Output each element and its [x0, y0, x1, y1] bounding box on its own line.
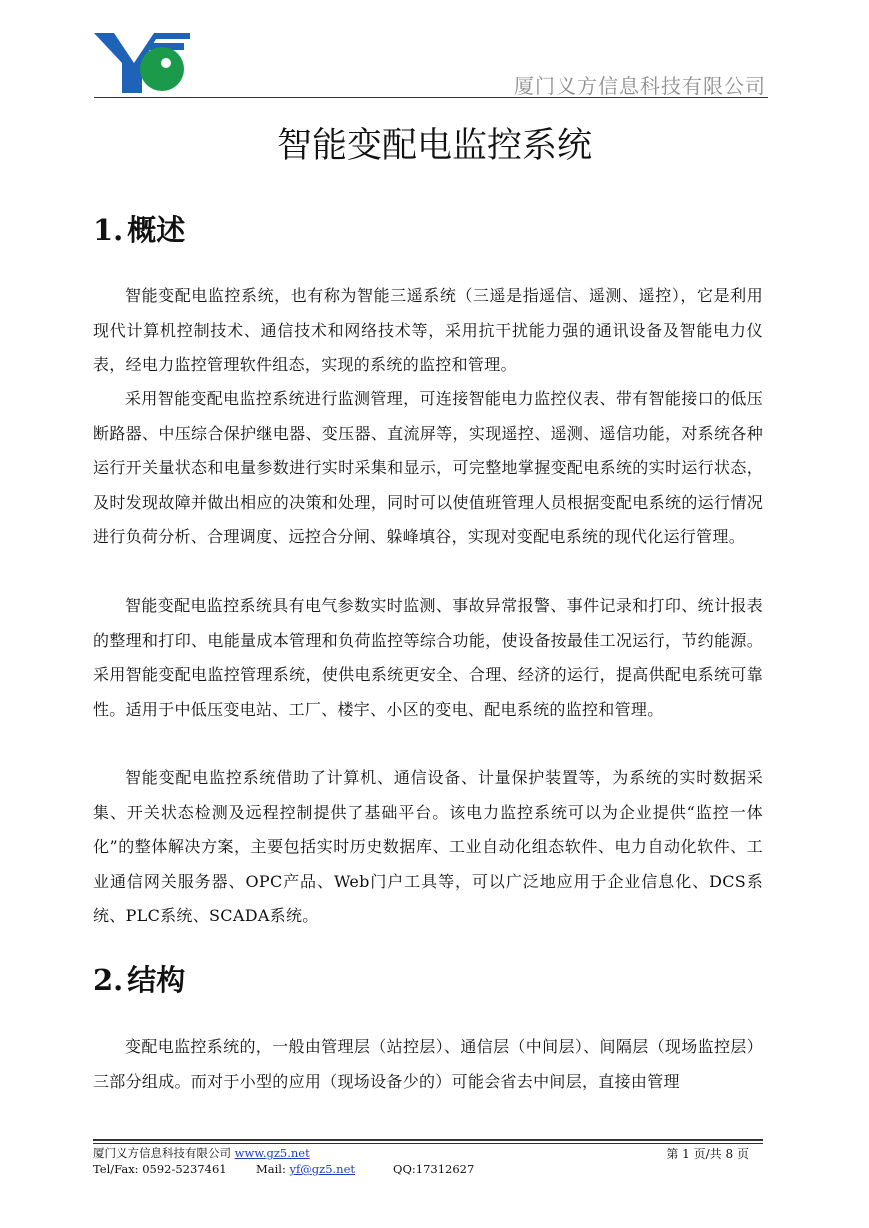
page-prefix: 第	[666, 1147, 679, 1161]
section-2-number: 2.	[93, 963, 124, 997]
section-1-title: 概述	[127, 213, 186, 247]
page-total: 8	[725, 1147, 734, 1161]
footer-mail-link[interactable]: yf@gz5.net	[289, 1162, 356, 1176]
page-mid: 页/共	[693, 1147, 722, 1161]
section-1-paragraph-1: 智能变配电监控系统，也有称为智能三遥系统（三遥是指遥信、遥测、遥控），它是利用现代计算机控制技术、通信技术和网络技术等，采用抗干扰能力强的通讯设备及智能电力仪表，经电力监控管理软件组态，实现的系统的监控和管理。	[93, 286, 763, 375]
footer-divider-thick	[93, 1139, 763, 1141]
section-1-paragraph-2: 采用智能变配电监控系统进行监测管理，可连接智能电力监控仪表、带有智能接口的低压断路器、中压综合保护继电器、变压器、直流屏等，实现遥控、遥测、遥信功能，对系统各种运行开关量状态和电量参数进行实时采集和显示，可完整地掌握变配电系统的实时运行状态，及时发现故障并做出相应的决策和处理，同时可以使值班管理人员根据变配电系统的运行情况进行负荷分析、合理调度、远控合分闸、躲峰填谷，实现对变配电系统的现代化运行管理。	[93, 389, 763, 547]
footer-line-1	[93, 1145, 310, 1161]
page-current: 1	[682, 1147, 690, 1161]
company-logo	[94, 33, 190, 93]
header-divider	[94, 97, 768, 98]
footer-mail-label: Mail:	[256, 1162, 286, 1176]
section-2-heading	[93, 958, 185, 999]
footer-qq: QQ:17312627	[393, 1162, 475, 1176]
footer-page-info	[666, 1145, 749, 1162]
section-1-paragraph-4: 智能变配电监控系统借助了计算机、通信设备、计量保护装置等，为系统的实时数据采集、开关状态检测及远程控制提供了基础平台。该电力监控系统可以为企业提供“监控一体化”的整体解决方案，主要包括实时历史数据库、工业自动化组态软件、电力自动化软件、工业通信网关服务器、OPC产品、Web门户工具等，可以广泛地应用于企业信息化、DCS系统、PLC系统、SCADA系统。	[93, 768, 763, 926]
footer-divider-thin	[93, 1143, 763, 1144]
section-1-heading	[93, 208, 185, 249]
section-1-paragraph-3: 智能变配电监控系统具有电气参数实时监测、事故异常报警、事件记录和打印、统计报表的整理和打印、电能量成本管理和负荷监控等综合功能，使设备按最佳工况运行，节约能源。采用智能变配电监控管理系统，使供电系统更安全、合理、经济的运行，提高供配电系统可靠性。适用于中低压变电站、工厂、楼宇、小区的变电、配电系统的监控和管理。	[93, 596, 763, 719]
footer-line-2	[93, 1162, 474, 1176]
footer-website-link[interactable]: www.gz5.net	[234, 1146, 310, 1160]
section-1-number: 1.	[93, 213, 124, 247]
header-company-name: 厦门义方信息科技有限公司	[514, 74, 766, 98]
page-suffix: 页	[736, 1147, 749, 1161]
footer-tel: Tel/Fax: 0592-5237461	[93, 1162, 227, 1176]
section-2-title: 结构	[127, 963, 186, 997]
document-title: 智能变配电监控系统	[276, 126, 592, 166]
footer-company: 厦门义方信息科技有限公司	[93, 1146, 231, 1160]
section-2-paragraph-1: 变配电监控系统的，一般由管理层（站控层）、通信层（中间层）、间隔层（现场监控层）三部分组成。而对于小型的应用（现场设备少的）可能会省去中间层，直接由管理	[93, 1037, 763, 1091]
